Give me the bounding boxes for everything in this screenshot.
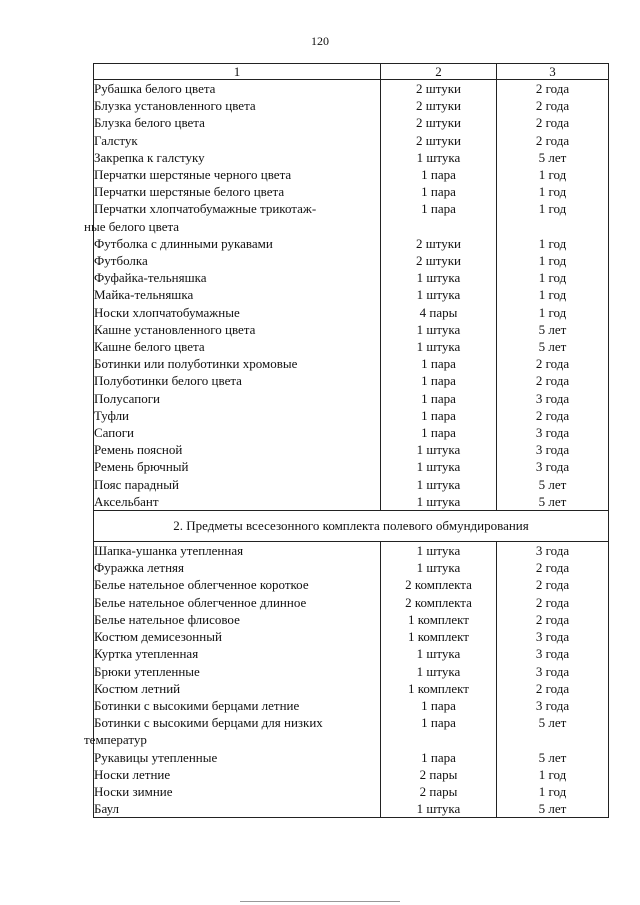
item-name: [94, 304, 381, 321]
table-row: [94, 390, 609, 407]
item-quantity: 1 штука: [381, 286, 497, 303]
item-name-text: Куртка утепленная: [94, 646, 199, 662]
item-wear-term: 2 года: [497, 372, 609, 389]
section-title-row: [94, 511, 609, 542]
item-quantity: 2 комплекта: [381, 594, 497, 611]
item-wear-term: 1 год: [497, 200, 609, 234]
item-wear-term: 5 лет: [497, 321, 609, 338]
item-quantity: 1 штука: [381, 663, 497, 680]
item-name: [94, 680, 381, 697]
item-name: [94, 372, 381, 389]
item-name: [94, 114, 381, 131]
table-row: [94, 594, 609, 611]
item-wear-term: 5 лет: [497, 338, 609, 355]
table-row: [94, 542, 609, 560]
item-wear-term: 5 лет: [497, 800, 609, 818]
table-row: [94, 372, 609, 389]
item-name-continuation: температур: [84, 732, 147, 748]
item-wear-term: 2 года: [497, 594, 609, 611]
item-name-text: Ботинки или полуботинки хромовые: [94, 356, 298, 372]
item-quantity: 1 штука: [381, 493, 497, 511]
table-row: [94, 407, 609, 424]
item-name: [94, 441, 381, 458]
item-quantity: 1 пара: [381, 697, 497, 714]
table-row: [94, 424, 609, 441]
item-quantity: 1 пара: [381, 407, 497, 424]
item-quantity: 2 штуки: [381, 97, 497, 114]
item-name: [94, 390, 381, 407]
table-row: [94, 355, 609, 372]
item-quantity: 4 пары: [381, 304, 497, 321]
item-quantity: 2 штуки: [381, 235, 497, 252]
item-name-text: Носки летние: [94, 766, 171, 782]
item-wear-term: 1 год: [497, 183, 609, 200]
item-name: [94, 542, 381, 560]
item-name: [94, 559, 381, 576]
table-row: [94, 493, 609, 511]
item-name: [94, 252, 381, 269]
item-quantity: 1 штука: [381, 542, 497, 560]
item-wear-term: 2 года: [497, 114, 609, 131]
item-name-text: Рубашка белого цвета: [94, 81, 216, 96]
item-wear-term: 3 года: [497, 390, 609, 407]
table-row: [94, 338, 609, 355]
item-name-text: Майка-тельняшка: [94, 287, 194, 303]
item-name: [84, 714, 381, 748]
table-row: [94, 132, 609, 149]
item-name: [94, 80, 381, 98]
item-name: [94, 321, 381, 338]
table-row: [94, 458, 609, 475]
item-wear-term: 3 года: [497, 458, 609, 475]
item-quantity: 1 комплект: [381, 680, 497, 697]
item-name-text: Перчатки хлопчатобумажные трикотаж-: [94, 201, 317, 217]
item-name: [94, 783, 381, 800]
item-name-text: Аксельбант: [94, 493, 159, 509]
item-name: [94, 493, 381, 511]
table-row: [94, 680, 609, 697]
item-quantity: 1 пара: [381, 183, 497, 200]
item-quantity: 2 пары: [381, 783, 497, 800]
item-name: [94, 183, 381, 200]
item-name: [94, 594, 381, 611]
item-wear-term: 2 года: [497, 132, 609, 149]
table-row: [94, 149, 609, 166]
item-name-text: Сапоги: [94, 425, 135, 441]
item-name: [94, 407, 381, 424]
item-wear-term: 5 лет: [497, 493, 609, 511]
item-name-text: Белье нательное облегченное длинное: [94, 594, 307, 610]
page-number: 120: [311, 34, 329, 48]
table-row: [94, 697, 609, 714]
item-name-text: Костюм летний: [94, 680, 181, 696]
item-name-text: Полуботинки белого цвета: [94, 373, 242, 389]
item-name: [94, 355, 381, 372]
table-row: [94, 714, 609, 748]
item-wear-term: 5 лет: [497, 149, 609, 166]
item-name-text: Ботинки с высокими берцами для низких: [94, 715, 323, 731]
item-wear-term: 1 год: [497, 235, 609, 252]
item-wear-term: 1 год: [497, 269, 609, 286]
item-quantity: 1 штука: [381, 321, 497, 338]
item-quantity: 1 пара: [381, 390, 497, 407]
item-quantity: 2 штуки: [381, 80, 497, 98]
item-wear-term: 3 года: [497, 441, 609, 458]
table-row: [94, 304, 609, 321]
item-wear-term: 2 года: [497, 355, 609, 372]
table-row: [94, 252, 609, 269]
item-name-text: Рукавицы утепленные: [94, 749, 218, 765]
item-quantity: 2 штуки: [381, 252, 497, 269]
item-quantity: 2 штуки: [381, 114, 497, 131]
item-wear-term: 1 год: [497, 286, 609, 303]
item-name: [94, 149, 381, 166]
item-name: [94, 424, 381, 441]
item-name: [94, 166, 381, 183]
item-wear-term: 1 год: [497, 304, 609, 321]
item-wear-term: 2 года: [497, 97, 609, 114]
table-row: [94, 441, 609, 458]
table-row: [94, 783, 609, 800]
item-wear-term: 2 года: [497, 80, 609, 98]
item-wear-term: 3 года: [497, 628, 609, 645]
item-name-text: Ботинки с высокими берцами летние: [94, 697, 300, 713]
item-wear-term: 2 года: [497, 559, 609, 576]
item-name-text: Кашне белого цвета: [94, 339, 205, 355]
item-name: [94, 576, 381, 593]
item-name-text: Шапка-ушанка утепленная: [94, 543, 244, 559]
item-name-text: Баул: [94, 801, 119, 817]
item-quantity: 1 штука: [381, 441, 497, 458]
item-quantity: 1 пара: [381, 372, 497, 389]
scan-edge-line: [240, 901, 400, 902]
item-name: [94, 800, 381, 818]
table-row: [94, 645, 609, 662]
item-quantity: 1 штука: [381, 645, 497, 662]
item-quantity: 1 пара: [381, 424, 497, 441]
item-name-text: Туфли: [94, 407, 130, 423]
item-name-text: Носки хлопчатобумажные: [94, 304, 240, 320]
item-quantity: 1 штука: [381, 476, 497, 493]
item-wear-term: 3 года: [497, 697, 609, 714]
item-name: [94, 269, 381, 286]
item-quantity: 1 штука: [381, 559, 497, 576]
item-wear-term: 2 года: [497, 611, 609, 628]
item-quantity: 1 пара: [381, 355, 497, 372]
item-quantity: 1 пара: [381, 166, 497, 183]
table-row: [94, 166, 609, 183]
item-name-text: Белье нательное флисовое: [94, 611, 240, 627]
table-row: [94, 800, 609, 818]
item-name-text: Полусапоги: [94, 390, 160, 406]
item-quantity: 1 штука: [381, 458, 497, 475]
item-wear-term: 1 год: [497, 166, 609, 183]
item-name: [94, 286, 381, 303]
table-row: [94, 235, 609, 252]
item-name: [94, 132, 381, 149]
item-name-text: Ремень поясной: [94, 442, 183, 458]
item-name: [94, 766, 381, 783]
table-row: [94, 476, 609, 493]
header-col-2: 2: [381, 64, 497, 80]
item-quantity: 1 пара: [381, 714, 497, 748]
item-name-text: Перчатки шерстяные черного цвета: [94, 167, 292, 183]
item-quantity: 1 пара: [381, 200, 497, 234]
item-quantity: 1 штука: [381, 800, 497, 818]
table-row: [94, 559, 609, 576]
item-name: [94, 338, 381, 355]
item-wear-term: 2 года: [497, 680, 609, 697]
item-name: [94, 628, 381, 645]
item-name-text: Костюм демисезонный: [94, 629, 222, 645]
item-wear-term: 2 года: [497, 407, 609, 424]
item-name-text: Ремень брючный: [94, 459, 189, 475]
table-row: [94, 183, 609, 200]
table-row: [94, 766, 609, 783]
header-row: [94, 64, 609, 80]
header-col-1: 1: [94, 64, 381, 80]
item-name: [94, 611, 381, 628]
item-name: [94, 663, 381, 680]
item-wear-term: 2 года: [497, 576, 609, 593]
table-row: [94, 576, 609, 593]
item-name-text: Перчатки шерстяные белого цвета: [94, 184, 285, 200]
table-row: [94, 114, 609, 131]
item-name: [94, 97, 381, 114]
table-row: [94, 749, 609, 766]
item-name-text: Брюки утепленные: [94, 663, 200, 679]
item-wear-term: 5 лет: [497, 749, 609, 766]
clothing-norms-table: [84, 63, 609, 818]
item-name: [84, 200, 381, 234]
header-col-3: 3: [497, 64, 609, 80]
item-name: [94, 697, 381, 714]
item-name: [94, 476, 381, 493]
table-row: [94, 97, 609, 114]
item-name: [94, 749, 381, 766]
item-quantity: 1 комплект: [381, 628, 497, 645]
item-wear-term: 1 год: [497, 766, 609, 783]
item-name-text: Блузка белого цвета: [94, 115, 205, 131]
item-name-text: Носки зимние: [94, 783, 173, 799]
item-wear-term: 3 года: [497, 663, 609, 680]
table-row: [94, 200, 609, 234]
section2-header: [94, 511, 609, 542]
item-name-continuation: ные белого цвета: [84, 218, 180, 234]
item-wear-term: 5 лет: [497, 714, 609, 748]
item-name-text: Белье нательное облегченное короткое: [94, 577, 309, 593]
item-quantity: 1 штука: [381, 149, 497, 166]
table-row: [94, 321, 609, 338]
item-wear-term: 1 год: [497, 783, 609, 800]
item-name: [94, 458, 381, 475]
item-quantity: 1 комплект: [381, 611, 497, 628]
table-row: [94, 269, 609, 286]
item-wear-term: 3 года: [497, 542, 609, 560]
table-row: [94, 611, 609, 628]
table-row: [94, 80, 609, 98]
table-row: [94, 663, 609, 680]
table-row: [94, 286, 609, 303]
item-quantity: 2 пары: [381, 766, 497, 783]
group1-rows: [84, 80, 609, 511]
item-wear-term: 5 лет: [497, 476, 609, 493]
item-wear-term: 1 год: [497, 252, 609, 269]
item-name: [94, 235, 381, 252]
item-name-text: Блузка установленного цвета: [94, 98, 256, 114]
item-quantity: 1 штука: [381, 338, 497, 355]
item-name-text: Футболка с длинными рукавами: [94, 235, 273, 251]
item-name-text: Фуражка летняя: [94, 560, 185, 576]
item-name-text: Футболка: [94, 253, 148, 269]
item-name-text: Кашне установленного цвета: [94, 321, 256, 337]
item-name-text: Галстук: [94, 132, 138, 148]
item-quantity: 1 пара: [381, 749, 497, 766]
item-quantity: 1 штука: [381, 269, 497, 286]
item-wear-term: 3 года: [497, 424, 609, 441]
item-name-text: Закрепка к галстуку: [94, 149, 205, 165]
item-quantity: 2 штуки: [381, 132, 497, 149]
item-wear-term: 3 года: [497, 645, 609, 662]
section-title: 2. Предметы всесезонного комплекта полевого обмундирования: [94, 511, 609, 542]
item-name: [94, 645, 381, 662]
item-name-text: Фуфайка-тельняшка: [94, 270, 207, 286]
item-quantity: 2 комплекта: [381, 576, 497, 593]
group2-rows: [84, 542, 609, 818]
table-row: [94, 628, 609, 645]
item-name-text: Пояс парадный: [94, 476, 179, 492]
